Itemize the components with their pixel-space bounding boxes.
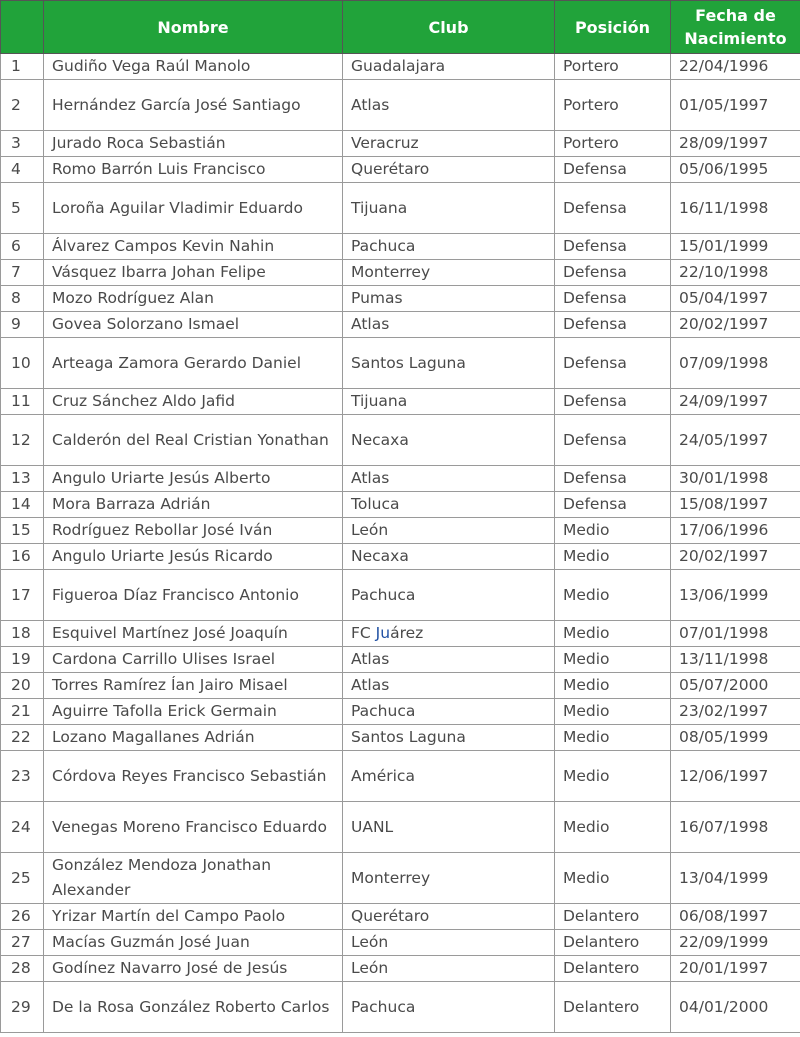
- player-birth-date: 20/02/1997: [671, 544, 800, 570]
- club-text-part: FC: [351, 624, 376, 642]
- table-row: [1, 853, 800, 904]
- player-position: Medio: [555, 647, 671, 673]
- table-row: [1, 673, 800, 699]
- table-row: [1, 699, 800, 725]
- player-club: León: [343, 956, 555, 982]
- player-club: Atlas: [343, 312, 555, 338]
- player-birth-date: 01/05/1997: [671, 80, 800, 131]
- player-club: Necaxa: [343, 415, 555, 466]
- player-position: Defensa: [555, 415, 671, 466]
- player-name: Govea Solorzano Ismael: [44, 312, 343, 338]
- player-name: Cardona Carrillo Ulises Israel: [44, 647, 343, 673]
- player-position: Medio: [555, 570, 671, 621]
- player-club: Guadalajara: [343, 54, 555, 80]
- player-birth-date: 30/01/1998: [671, 466, 800, 492]
- player-club: Monterrey: [343, 260, 555, 286]
- player-birth-date: 07/01/1998: [671, 621, 800, 647]
- player-name: Calderón del Real Cristian Yonathan: [44, 415, 343, 466]
- player-club: [343, 621, 555, 647]
- table-row: [1, 544, 800, 570]
- table-row: [1, 930, 800, 956]
- player-position: Defensa: [555, 389, 671, 415]
- player-name: Romo Barrón Luis Francisco: [44, 157, 343, 183]
- table-row: [1, 982, 800, 1033]
- player-birth-date: 22/09/1999: [671, 930, 800, 956]
- player-birth-date: 16/07/1998: [671, 802, 800, 853]
- player-birth-date: 24/05/1997: [671, 415, 800, 466]
- player-position: Delantero: [555, 982, 671, 1033]
- player-position: Defensa: [555, 492, 671, 518]
- player-club: Pachuca: [343, 982, 555, 1033]
- header-row: [1, 1, 800, 54]
- row-number: 29: [1, 982, 44, 1033]
- row-number: 11: [1, 389, 44, 415]
- row-number: 24: [1, 802, 44, 853]
- player-birth-date: 16/11/1998: [671, 183, 800, 234]
- header-birth-date: Fecha de Nacimiento: [671, 1, 800, 54]
- player-club: León: [343, 930, 555, 956]
- header-name: Nombre: [44, 1, 343, 54]
- player-name: Rodríguez Rebollar José Iván: [44, 518, 343, 544]
- player-birth-date: 20/01/1997: [671, 956, 800, 982]
- player-name: Loroña Aguilar Vladimir Eduardo: [44, 183, 343, 234]
- player-position: Portero: [555, 80, 671, 131]
- player-club: Veracruz: [343, 131, 555, 157]
- player-position: Medio: [555, 673, 671, 699]
- player-position: Medio: [555, 802, 671, 853]
- table-row: [1, 518, 800, 544]
- player-position: Defensa: [555, 286, 671, 312]
- player-birth-date: 13/04/1999: [671, 853, 800, 904]
- row-number: 27: [1, 930, 44, 956]
- player-birth-date: 17/06/1996: [671, 518, 800, 544]
- table-row: [1, 131, 800, 157]
- row-number: 10: [1, 338, 44, 389]
- row-number: 20: [1, 673, 44, 699]
- row-number: 26: [1, 904, 44, 930]
- player-name: Lozano Magallanes Adrián: [44, 725, 343, 751]
- row-number: 3: [1, 131, 44, 157]
- row-number: 19: [1, 647, 44, 673]
- player-club: Atlas: [343, 673, 555, 699]
- player-club: Querétaro: [343, 157, 555, 183]
- header-club: Club: [343, 1, 555, 54]
- row-number: 6: [1, 234, 44, 260]
- player-birth-date: 15/01/1999: [671, 234, 800, 260]
- player-position: Delantero: [555, 904, 671, 930]
- player-club: Atlas: [343, 466, 555, 492]
- player-name: Venegas Moreno Francisco Eduardo: [44, 802, 343, 853]
- row-number: 7: [1, 260, 44, 286]
- player-birth-date: 22/04/1996: [671, 54, 800, 80]
- table-row: [1, 492, 800, 518]
- player-birth-date: 28/09/1997: [671, 131, 800, 157]
- row-number: 22: [1, 725, 44, 751]
- player-club: Pachuca: [343, 234, 555, 260]
- player-name: Arteaga Zamora Gerardo Daniel: [44, 338, 343, 389]
- row-number: 15: [1, 518, 44, 544]
- player-position: Medio: [555, 751, 671, 802]
- player-club: Atlas: [343, 647, 555, 673]
- player-name: Mora Barraza Adrián: [44, 492, 343, 518]
- player-birth-date: 23/02/1997: [671, 699, 800, 725]
- player-club: Santos Laguna: [343, 725, 555, 751]
- player-club: Querétaro: [343, 904, 555, 930]
- row-number: 9: [1, 312, 44, 338]
- row-number: 1: [1, 54, 44, 80]
- player-position: Medio: [555, 725, 671, 751]
- player-name: Vásquez Ibarra Johan Felipe: [44, 260, 343, 286]
- player-position: Medio: [555, 621, 671, 647]
- row-number: 18: [1, 621, 44, 647]
- player-name: Godínez Navarro José de Jesús: [44, 956, 343, 982]
- player-name: Hernández García José Santiago: [44, 80, 343, 131]
- table-row: [1, 80, 800, 131]
- player-birth-date: 13/11/1998: [671, 647, 800, 673]
- row-number: 21: [1, 699, 44, 725]
- player-birth-date: 15/08/1997: [671, 492, 800, 518]
- player-name: Angulo Uriarte Jesús Alberto: [44, 466, 343, 492]
- player-position: Defensa: [555, 260, 671, 286]
- table-row: [1, 389, 800, 415]
- player-name: Mozo Rodríguez Alan: [44, 286, 343, 312]
- player-club: Monterrey: [343, 853, 555, 904]
- player-birth-date: 05/06/1995: [671, 157, 800, 183]
- player-birth-date: 06/08/1997: [671, 904, 800, 930]
- player-club: Toluca: [343, 492, 555, 518]
- player-club: América: [343, 751, 555, 802]
- player-name: Figueroa Díaz Francisco Antonio: [44, 570, 343, 621]
- row-number: 23: [1, 751, 44, 802]
- row-number: 2: [1, 80, 44, 131]
- table-row: [1, 725, 800, 751]
- player-birth-date: 20/02/1997: [671, 312, 800, 338]
- table-row: [1, 621, 800, 647]
- header-number: [1, 1, 44, 54]
- club-text-part: Ju: [375, 624, 391, 642]
- club-text-part: árez: [390, 624, 424, 642]
- table-row: [1, 751, 800, 802]
- player-club: Pachuca: [343, 570, 555, 621]
- player-club: Pachuca: [343, 699, 555, 725]
- table-row: [1, 466, 800, 492]
- player-name: Córdova Reyes Francisco Sebastián: [44, 751, 343, 802]
- player-name: Torres Ramírez Ían Jairo Misael: [44, 673, 343, 699]
- player-name: Esquivel Martínez José Joaquín: [44, 621, 343, 647]
- player-position: Defensa: [555, 157, 671, 183]
- row-number: 5: [1, 183, 44, 234]
- player-name: Cruz Sánchez Aldo Jafid: [44, 389, 343, 415]
- player-club: Pumas: [343, 286, 555, 312]
- player-birth-date: 08/05/1999: [671, 725, 800, 751]
- player-birth-date: 05/07/2000: [671, 673, 800, 699]
- table-row: [1, 54, 800, 80]
- player-position: Medio: [555, 544, 671, 570]
- player-name: De la Rosa González Roberto Carlos: [44, 982, 343, 1033]
- player-club: León: [343, 518, 555, 544]
- player-position: Medio: [555, 518, 671, 544]
- row-number: 4: [1, 157, 44, 183]
- player-name: Aguirre Tafolla Erick Germain: [44, 699, 343, 725]
- table-row: [1, 260, 800, 286]
- player-name: González Mendoza Jonathan Alexander: [44, 853, 343, 904]
- player-birth-date: 12/06/1997: [671, 751, 800, 802]
- player-name: Álvarez Campos Kevin Nahin: [44, 234, 343, 260]
- table-row: [1, 312, 800, 338]
- table-body: [1, 54, 800, 1033]
- table-row: [1, 802, 800, 853]
- table-row: [1, 904, 800, 930]
- player-position: Delantero: [555, 956, 671, 982]
- player-position: Portero: [555, 54, 671, 80]
- table-row: [1, 286, 800, 312]
- player-birth-date: 04/01/2000: [671, 982, 800, 1033]
- row-number: 14: [1, 492, 44, 518]
- player-club: Necaxa: [343, 544, 555, 570]
- player-name: Gudiño Vega Raúl Manolo: [44, 54, 343, 80]
- row-number: 12: [1, 415, 44, 466]
- player-name: Yrizar Martín del Campo Paolo: [44, 904, 343, 930]
- player-club: Tijuana: [343, 389, 555, 415]
- player-position: Portero: [555, 131, 671, 157]
- player-club: Atlas: [343, 80, 555, 131]
- player-name: Macías Guzmán José Juan: [44, 930, 343, 956]
- player-position: Delantero: [555, 930, 671, 956]
- player-position: Defensa: [555, 338, 671, 389]
- player-club: Tijuana: [343, 183, 555, 234]
- player-position: Defensa: [555, 234, 671, 260]
- table-row: [1, 338, 800, 389]
- player-birth-date: 07/09/1998: [671, 338, 800, 389]
- player-position: Defensa: [555, 183, 671, 234]
- player-birth-date: 13/06/1999: [671, 570, 800, 621]
- player-position: Medio: [555, 853, 671, 904]
- player-club: UANL: [343, 802, 555, 853]
- row-number: 8: [1, 286, 44, 312]
- table-row: [1, 234, 800, 260]
- table-row: [1, 157, 800, 183]
- row-number: 25: [1, 853, 44, 904]
- player-position: Defensa: [555, 312, 671, 338]
- player-birth-date: 22/10/1998: [671, 260, 800, 286]
- player-birth-date: 05/04/1997: [671, 286, 800, 312]
- player-position: Defensa: [555, 466, 671, 492]
- player-name: Angulo Uriarte Jesús Ricardo: [44, 544, 343, 570]
- table-row: [1, 956, 800, 982]
- table-row: [1, 570, 800, 621]
- table-row: [1, 183, 800, 234]
- table-row: [1, 415, 800, 466]
- header-position: Posición: [555, 1, 671, 54]
- player-position: Medio: [555, 699, 671, 725]
- player-name: Jurado Roca Sebastián: [44, 131, 343, 157]
- table-row: [1, 647, 800, 673]
- row-number: 28: [1, 956, 44, 982]
- player-club: Santos Laguna: [343, 338, 555, 389]
- row-number: 16: [1, 544, 44, 570]
- row-number: 17: [1, 570, 44, 621]
- row-number: 13: [1, 466, 44, 492]
- player-birth-date: 24/09/1997: [671, 389, 800, 415]
